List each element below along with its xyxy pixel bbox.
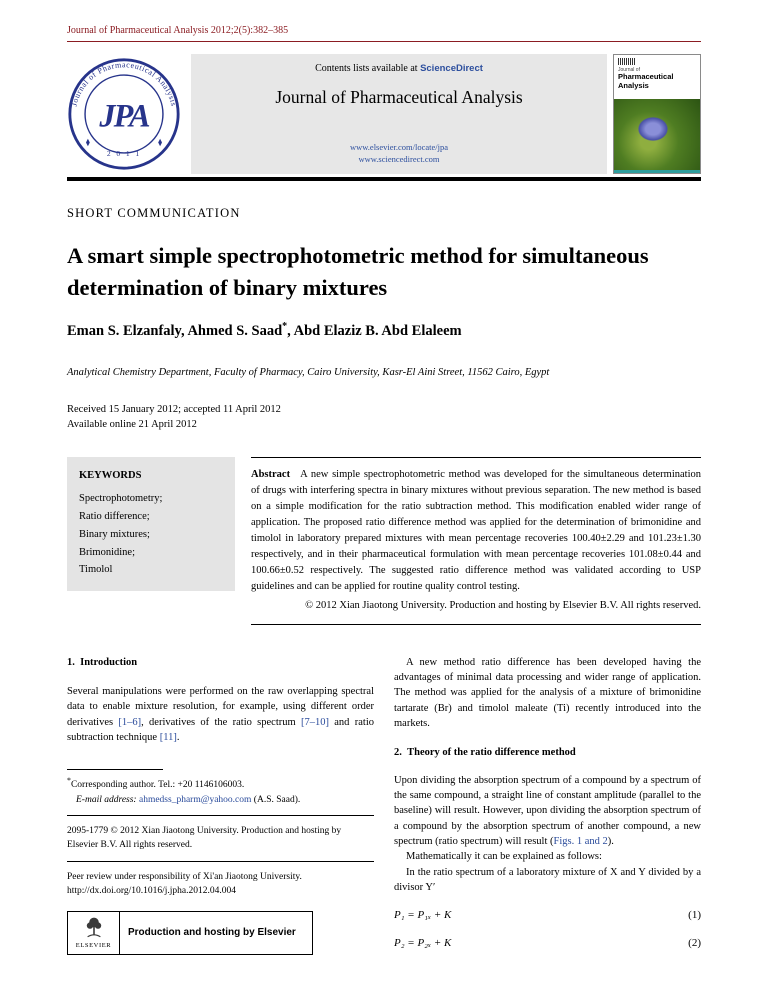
header-banner	[191, 54, 607, 174]
footnote-marker: *	[67, 776, 71, 786]
affiliation: Analytical Chemistry Department, Faculty of Pharmacy, Cairo University, Kasr-El Aini Street, 11562 Cairo, Egypt	[67, 366, 550, 378]
cover-masthead	[614, 55, 700, 99]
logo-ring-text: Journal of Pharmaceutical Analysis	[69, 60, 179, 108]
email-label: E-mail address:	[76, 794, 139, 805]
journal-citation: Journal of Pharmaceutical Analysis 2012;2(5):382–385	[67, 0, 701, 42]
jpa-logo-wrap	[67, 54, 185, 174]
cover-journal-small: Journal of	[618, 67, 640, 73]
contents-line	[199, 63, 599, 74]
theory-paragraph-2: Mathematically it can be explained as follows:	[406, 851, 602, 863]
equation-2-expression: P₂ = P₂ₓ + K	[394, 937, 452, 950]
keyword-item: Spectrophotometry;	[79, 493, 163, 505]
theory-text: ).	[607, 836, 614, 848]
theory-paragraph-3: In the ratio spectrum of a laboratory mixture of X and Y divided by a divisor Y′	[394, 866, 701, 894]
keyword-item: Brimonidine;	[79, 546, 135, 558]
equation-1-expression: P₁ = P₁ₓ + K	[394, 909, 452, 922]
abstract-label: Abstract	[251, 469, 291, 481]
cover-flower-image	[638, 117, 668, 141]
footnotes	[67, 769, 374, 898]
keyword-item: Binary mixtures;	[79, 528, 150, 540]
theory-text: Upon dividing the absorption spectrum of a compound by a spectrum of the same compound, a straight line of constant amplitude (parallel to the baseline) will result. However, upon dividing the absorption spectrum of a compound by the absorption spectrum of another compound, a new spectrum (ratio spectrum) will result (	[394, 774, 701, 848]
theory-heading: 2. Theory of the ratio difference method	[394, 747, 576, 759]
email-suffix: (A.S. Saad).	[251, 794, 301, 805]
citation-ref-7-10[interactable]: [7–10]	[300, 716, 329, 728]
sciencedirect-url-link[interactable]: www.sciencedirect.com	[358, 154, 440, 165]
email-note	[67, 793, 374, 807]
author-email-link[interactable]: ahmedss_pharm@yahoo.com	[138, 794, 252, 805]
logo-year: 2 0 1 1	[106, 148, 142, 158]
equation-1	[394, 907, 701, 923]
elsevier-logo	[68, 912, 120, 954]
intro-heading: 1. Introduction	[67, 656, 138, 668]
elsevier-wordmark: ELSEVIER	[75, 941, 112, 949]
doi-link[interactable]: http://dx.doi.org/10.1016/j.jpha.2012.04.004	[67, 885, 236, 896]
right-column	[394, 655, 701, 955]
left-column	[67, 655, 374, 955]
cover-barcode-icon	[618, 58, 636, 65]
equation-1-number: (1)	[688, 909, 701, 922]
sciencedirect-link[interactable]: ScienceDirect	[420, 63, 483, 74]
keywords-box	[67, 457, 235, 591]
cover-photo	[614, 99, 700, 170]
citation-ref-1-6[interactable]: [1–6]	[118, 716, 142, 728]
abstract-text: A new simple spectrophotometric method was developed for the simultaneous determination of drugs with interfering spectra in binary mixtures without previous separation. The new method is based on a simple modification for the ratio subtraction method. This modification enabled wider range of application. The proposed ratio difference method was applied for the determination of brimonidine and timolol in laboratory prepared mixtures with mean percentage recoveries 100.40±2.29 and 101.23±1.30 respectively, and in their pharmaceutical formulation with mean percentage recoveries 101.08±0.44 and 100.66±0.52 respectively. The suggested ratio difference method was validated according to USP guidelines and can be applied for routine quality control testing.	[251, 469, 701, 592]
citation-ref-11[interactable]: [11]	[159, 732, 177, 744]
cover-title-line1: Pharmaceutical	[618, 72, 674, 81]
article-type: SHORT COMMUNICATION	[67, 206, 241, 220]
footnote-divider	[67, 769, 163, 770]
equation-2-number: (2)	[688, 937, 701, 950]
issn-copyright-note: 2095-1779 © 2012 Xian Jiaotong University. Production and hosting by Elsevier B.V. All rights reserved.	[67, 826, 342, 851]
journal-cover-thumbnail	[613, 54, 701, 174]
received-date: Received 15 January 2012; accepted 11 April 2012	[67, 403, 281, 415]
abstract-copyright: © 2012 Xian Jiaotong University. Production and hosting by Elsevier B.V. All rights reserved.	[305, 599, 701, 611]
footnote-divider	[67, 815, 374, 816]
corresponding-author-text: Corresponding author. Tel.: +20 1146106003.	[70, 780, 245, 791]
logo-monogram: JPA	[99, 97, 149, 134]
header-divider-bar	[67, 177, 701, 181]
abstract-box	[251, 457, 701, 625]
right-paragraph-1: A new method ratio difference has been developed having the advantages of minimal data processing and wider range of application. The method was applied for the analysis of a mixture of brimonidine tartarate (Br) and timolol maleate (Ti) recently introduced into the markets.	[394, 656, 701, 730]
journal-title: Journal of Pharmaceutical Analysis	[275, 87, 523, 107]
corresponding-author-note	[67, 775, 374, 792]
available-online-date: Available online 21 April 2012	[67, 419, 197, 431]
authors-part1: Eman S. Elzanfaly, Ahmed S. Saad	[67, 322, 283, 339]
theory-paragraph-1	[394, 773, 701, 850]
authors-line	[67, 321, 701, 340]
authors-part2: , Abd Elaziz B. Abd Elaleem	[287, 322, 462, 339]
footnote-divider	[67, 861, 374, 862]
contents-prefix: Contents lists available at	[315, 63, 421, 74]
elsevier-tree-icon	[84, 916, 104, 940]
page-content	[67, 0, 701, 955]
intro-text: , derivatives of the ratio spectrum	[141, 716, 301, 728]
elsevier-hosting-box	[67, 911, 313, 955]
journal-header	[67, 54, 701, 174]
banner-urls	[199, 142, 599, 166]
hosting-text: Production and hosting by Elsevier	[128, 926, 296, 938]
body-columns	[67, 655, 701, 955]
paper-title: A smart simple spectrophotometric method for simultaneous determination of binary mixtures	[67, 243, 649, 300]
keyword-item: Ratio difference;	[79, 510, 150, 522]
intro-text: .	[176, 732, 180, 744]
peer-review-note: Peer review under responsibility of Xi'an Jiaotong University.	[67, 871, 302, 882]
equation-2	[394, 935, 701, 951]
elsevier-url-link[interactable]: www.elsevier.com/locate/jpa	[349, 142, 449, 153]
abstract-section	[67, 457, 701, 625]
corresponding-author-marker[interactable]: *	[282, 320, 288, 332]
cover-bottom-strip	[614, 170, 700, 173]
article-dates	[67, 402, 701, 434]
intro-text: Several manipulations were performed on the raw overlapping spectral data to enable mixture resolution, for example, using different order derivatives	[67, 686, 374, 728]
keyword-item: Timolol	[79, 564, 113, 576]
cover-title-line2: Analysis	[618, 80, 649, 90]
keywords-heading: KEYWORDS	[79, 470, 142, 482]
jpa-logo	[67, 57, 181, 171]
intro-paragraph	[67, 684, 374, 745]
figures-ref-link[interactable]: Figs. 1 and 2	[553, 836, 608, 848]
intro-text: and ratio subtraction technique	[67, 716, 374, 744]
